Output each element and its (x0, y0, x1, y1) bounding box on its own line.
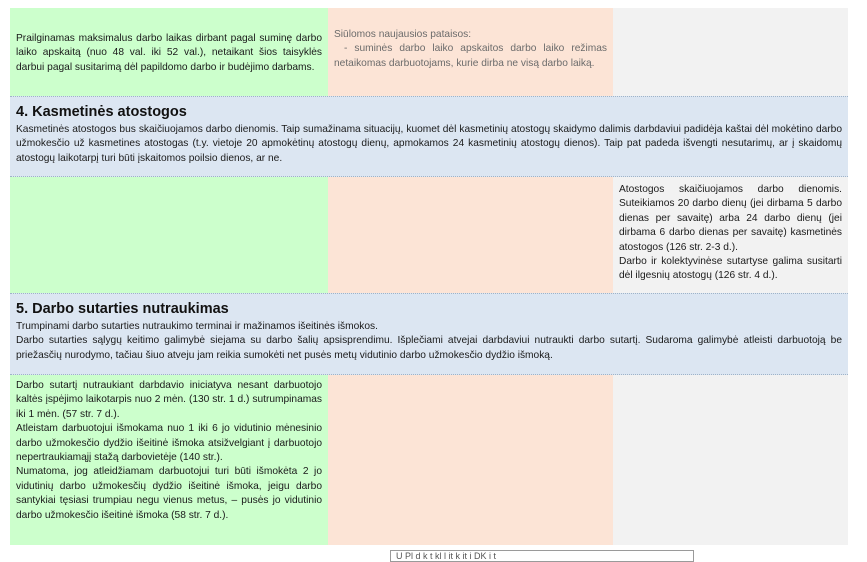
section-title: 5. Darbo sutarties nutraukimas (16, 301, 229, 317)
new-code-text: Darbo ir kolektyvinėse sutartyse galima susitarti dėl ilgesnių atostogų (126 str. 4 d.). (619, 256, 842, 282)
section-summary: Darbo sutarties sąlygų keitimo galimybė siejama su darbo šalių apsisprendimu. Išplečiami atvejai darbdaviui nutraukti darbo sutartį. Sudaroma galimybė atleisti darbuotoją be priežasčių nurodymo, tačiau šiuo atveju jam reikia sumokėti net pusės metų vidutinio darbo užmokesčio dydžio išmoką. (16, 335, 842, 361)
section-summary: Kasmetinės atostogos bus skaičiuojamos darbo dienomis. Taip sumažinama situacijų, kuomet dėl kasmetinių atostogų skaidymo dalimis darbdaviui padidėja kaštai dėl mokėtino darbo užmokesčio už kasmetines atostogas (t.y. vietoje 20 apmokėtinų atostogų dienų, apmokamos 24 kasmetinių atostogų dienos). Taip pat padeda išvengti nesutarimų, ar į skaidomų atostogų laikotarpį turi būti įskaitomos poilsio dienos, ar ne. (16, 124, 842, 164)
proposal-cell (328, 177, 613, 293)
proposal-text: - suminės darbo laiko apskaitos darbo laiko režimas netaikomas darbuotojams, kurie dirba ne visą darbo laiką. (334, 43, 607, 69)
old-code-cell (10, 375, 328, 545)
proposal-cell (328, 375, 613, 545)
old-code-cell (10, 177, 328, 293)
proposal-heading: Siūlomos naujausios pataisos: (334, 29, 472, 40)
section-annual-leave (10, 96, 848, 177)
section-contract-termination (10, 293, 848, 375)
old-code-text: Numatoma, jog atleidžiamam darbuotojui turi būti išmokėta 2 jo vidutinių darbo užmokesčių dydžio išeitinė išmoka, jeigu darbo santykiai tęsiasi trumpiau negu vienus metus, – pusės jo vidutinio darbo užmokesčio išeitinė išmoka (58 str. 7 d.). (16, 466, 322, 521)
new-code-cell (613, 8, 848, 96)
section-summary: Trumpinami darbo sutarties nutraukimo terminai ir mažinamos išeitinės išmokos. (16, 321, 378, 332)
new-code-cell (613, 177, 848, 293)
section-title: 4. Kasmetinės atostogos (16, 104, 187, 120)
proposal-cell (328, 8, 613, 96)
comparison-row-1 (10, 8, 848, 96)
new-code-text: Atostogos skaičiuojamos darbo dienomis. Suteikiamos 20 darbo dienų (jei dirbama 5 darbo dienas per savaitę) arba 24 darbo dienų (jei dirbama 6 darbo dienas per savaitę) kasmetinės atostogos (126 str. 2-3 d.). (619, 184, 842, 253)
old-code-text: Prailginamas maksimalus darbo laikas dirbant pagal suminę darbo laiko apskaitą (nuo 48 val. iki 52 val.), netaikant šios taisyklės darbui pagal susitarimą dėl papildomo darbo ir budėjimo darbams. (16, 33, 322, 73)
old-code-cell (10, 8, 328, 96)
old-code-text: Atleistam darbuotojui išmokama nuo 1 iki 6 jo vidutinio mėnesinio darbo užmokesčio dydžio išeitinė išmoka atsižvelgiant į darbuotojo nepertraukiamąjį stažą darbovietėje (140 str.). (16, 423, 322, 464)
new-code-cell (613, 375, 848, 545)
document-page (10, 8, 848, 545)
old-code-text: Darbo sutartį nutraukiant darbdavio iniciatyva nesant darbuotojo kaltės įspėjimo laikotarpis nuo 2 mėn. (130 str. 1 d.) sutrumpinamas iki 1 mėn. (57 str. 7 d.). (16, 380, 322, 420)
comparison-row-3 (10, 375, 848, 545)
footer-text-box: U Pl d k t kl l it k it i DK i t (390, 550, 694, 562)
comparison-row-2 (10, 177, 848, 293)
